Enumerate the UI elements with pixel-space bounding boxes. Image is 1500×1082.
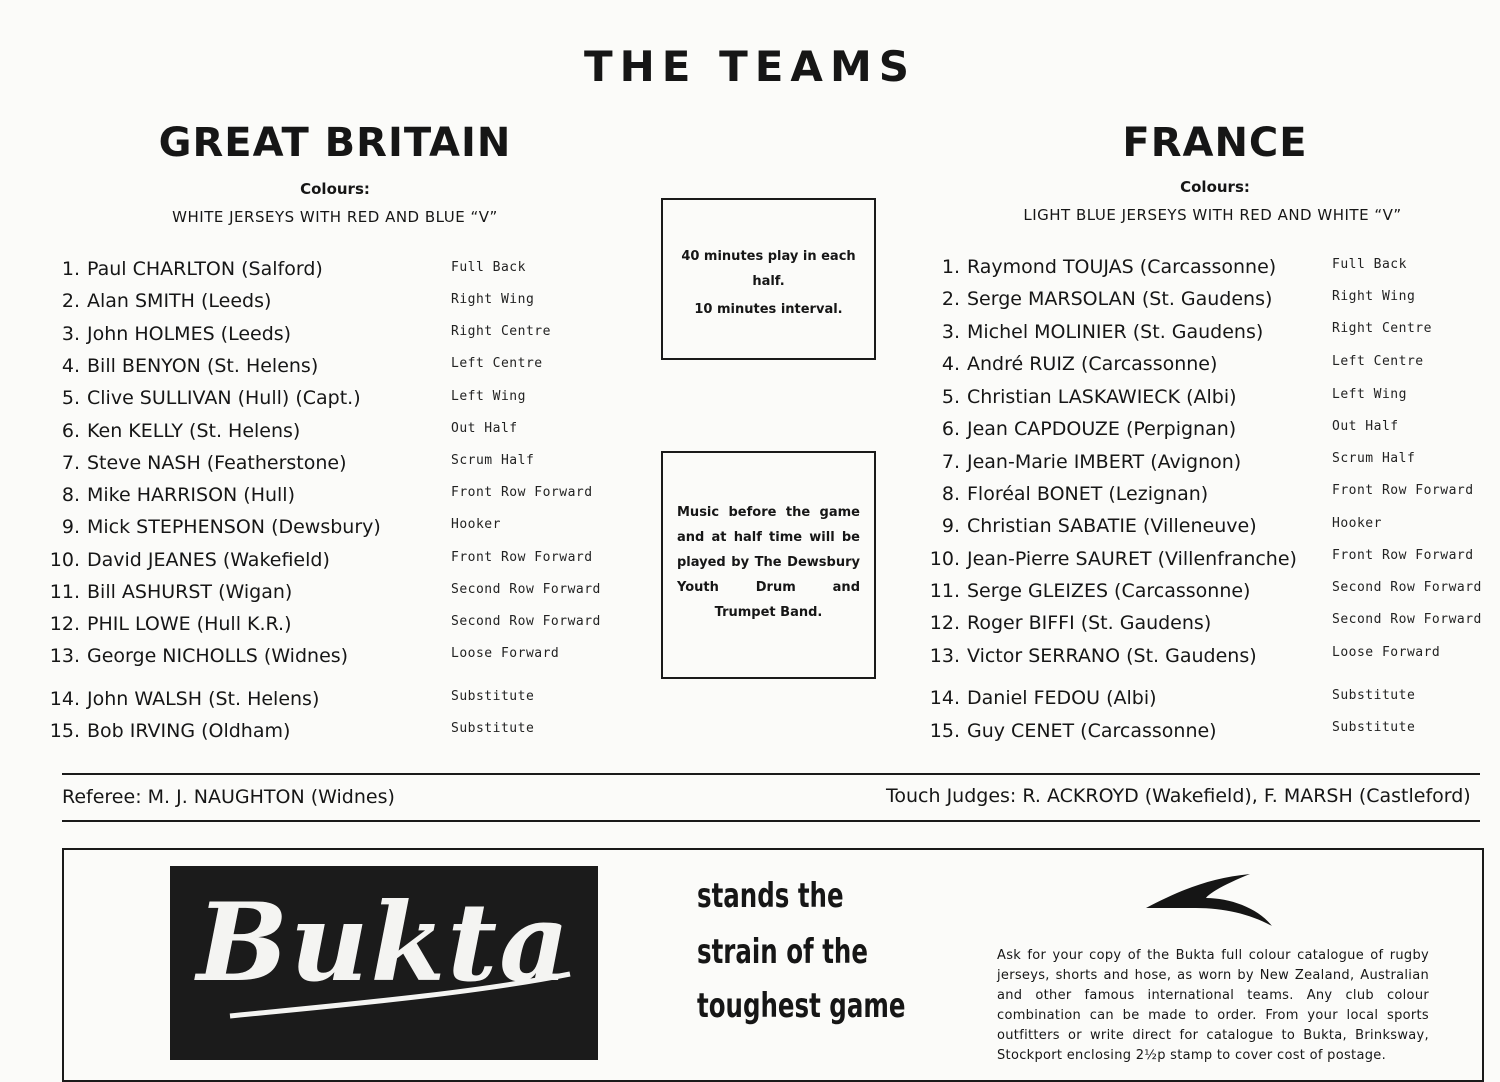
gb-player-row <box>40 484 295 506</box>
player-position: Loose Forward <box>1332 645 1441 660</box>
player-position: Right Centre <box>1332 321 1432 336</box>
player-name: Paul CHARLTON (Salford) <box>87 258 323 280</box>
music-info-box <box>661 451 876 679</box>
gb-player-row <box>40 516 381 538</box>
france-player-row <box>920 515 1257 537</box>
gb-player-row <box>40 645 348 667</box>
match-timing-box <box>661 198 876 360</box>
player-number: 7. <box>941 451 960 473</box>
player-name: David JEANES (Wakefield) <box>87 549 330 571</box>
match-timing-line-2: 10 minutes interval. <box>694 302 843 317</box>
gb-player-row <box>40 323 291 345</box>
player-number: 2. <box>941 288 960 310</box>
match-timing-line-1: 40 minutes play in each half. <box>681 249 856 289</box>
player-number: 9. <box>941 515 960 537</box>
player-number: 10. <box>929 548 960 570</box>
player-name: Mike HARRISON (Hull) <box>87 484 295 506</box>
touch-judges: Touch Judges: R. ACKROYD (Wakefield), F. MARSH (Castleford) <box>886 785 1471 807</box>
player-number: 8. <box>941 483 960 505</box>
player-name: George NICHOLLS (Widnes) <box>87 645 349 667</box>
player-name: Michel MOLINIER (St. Gaudens) <box>967 321 1264 343</box>
player-name: Jean-Pierre SAURET (Villenfranche) <box>967 548 1297 570</box>
player-position: Front Row Forward <box>451 485 593 500</box>
player-number: 9. <box>61 516 80 538</box>
france-player-row <box>920 386 1237 408</box>
gb-player-row <box>40 613 291 635</box>
divider-top <box>62 773 1480 775</box>
player-name: Jean-Marie IMBERT (Avignon) <box>967 451 1242 473</box>
player-position: Scrum Half <box>1332 451 1416 466</box>
player-name: Christian LASKAWIECK (Albi) <box>967 386 1237 408</box>
player-position: Left Wing <box>1332 387 1407 402</box>
player-position: Right Wing <box>1332 289 1416 304</box>
player-number: 7. <box>61 452 80 474</box>
page-title: THE TEAMS <box>583 42 916 91</box>
france-player-row <box>920 256 1276 278</box>
player-position: Substitute <box>1332 688 1416 703</box>
france-team-name: FRANCE <box>1122 120 1308 166</box>
player-position: Scrum Half <box>451 453 535 468</box>
player-position: Front Row Forward <box>451 550 593 565</box>
player-position: Full Back <box>451 260 526 275</box>
player-name: John HOLMES (Leeds) <box>87 323 292 345</box>
player-position: Left Centre <box>451 356 543 371</box>
france-player-row <box>920 418 1236 440</box>
player-position: Substitute <box>1332 720 1416 735</box>
france-player-row <box>920 580 1250 602</box>
player-position: Second Row Forward <box>451 582 601 597</box>
player-number: 12. <box>929 612 960 634</box>
player-number: 6. <box>61 420 80 442</box>
gb-player-row <box>40 720 290 742</box>
player-position: Out Half <box>1332 419 1399 434</box>
bukta-logo-text: Bukta <box>196 880 572 1006</box>
player-name: Raymond TOUJAS (Carcassonne) <box>967 256 1277 278</box>
player-position: Right Wing <box>451 292 535 307</box>
player-number: 5. <box>61 387 80 409</box>
player-number: 14. <box>929 687 960 709</box>
player-position: Substitute <box>451 689 535 704</box>
player-position: Out Half <box>451 421 518 436</box>
player-number: 1. <box>61 258 80 280</box>
gb-colours-label: Colours: <box>300 180 370 198</box>
player-number: 13. <box>929 645 960 667</box>
france-player-row <box>920 483 1208 505</box>
player-name: Roger BIFFI (St. Gaudens) <box>967 612 1212 634</box>
player-number: 4. <box>61 355 80 377</box>
player-name: Ken KELLY (St. Helens) <box>87 420 301 442</box>
france-player-row <box>920 612 1211 634</box>
player-number: 13. <box>49 645 80 667</box>
player-name: Bob IRVING (Oldham) <box>87 720 291 742</box>
gb-player-row <box>40 452 347 474</box>
player-number: 15. <box>929 720 960 742</box>
france-player-row <box>920 321 1263 343</box>
france-colours-label: Colours: <box>1180 178 1250 196</box>
player-name: Jean CAPDOUZE (Perpignan) <box>967 418 1237 440</box>
gb-colours: WHITE JERSEYS WITH RED AND BLUE “V” <box>172 208 498 226</box>
player-number: 4. <box>941 353 960 375</box>
divider-bottom <box>62 820 1480 822</box>
player-position: Front Row Forward <box>1332 483 1474 498</box>
player-name: PHIL LOWE (Hull K.R.) <box>87 613 292 635</box>
france-player-row <box>920 451 1241 473</box>
gb-team-name: GREAT BRITAIN <box>158 120 512 166</box>
gb-player-row <box>40 258 323 280</box>
player-name: Steve NASH (Featherstone) <box>87 452 347 474</box>
player-number: 12. <box>49 613 80 635</box>
france-player-row <box>920 720 1217 742</box>
player-position: Loose Forward <box>451 646 560 661</box>
player-position: Second Row Forward <box>451 614 601 629</box>
france-player-row <box>920 288 1272 310</box>
gb-player-row <box>40 549 330 571</box>
player-name: Floréal BONET (Lezignan) <box>967 483 1209 505</box>
bukta-logo <box>170 866 598 1060</box>
france-player-row <box>920 645 1257 667</box>
player-name: Mick STEPHENSON (Dewsbury) <box>87 516 381 538</box>
bird-logo-icon <box>1140 868 1280 930</box>
player-position: Second Row Forward <box>1332 612 1482 627</box>
player-number: 8. <box>61 484 80 506</box>
player-number: 6. <box>941 418 960 440</box>
player-position: Left Centre <box>1332 354 1424 369</box>
player-position: Substitute <box>451 721 535 736</box>
gb-player-row <box>40 355 318 377</box>
slogan-line-3: toughest game <box>697 986 906 1026</box>
player-position: Hooker <box>1332 516 1382 531</box>
referee: Referee: M. J. NAUGHTON (Widnes) <box>62 786 395 808</box>
player-name: John WALSH (St. Helens) <box>87 688 320 710</box>
player-name: Serge MARSOLAN (St. Gaudens) <box>967 288 1273 310</box>
player-position: Front Row Forward <box>1332 548 1474 563</box>
player-number: 14. <box>49 688 80 710</box>
player-number: 1. <box>941 256 960 278</box>
music-info-text: Music before the game and at half time will be played by The Dewsbury Youth Drum and Trumpet Band. <box>677 505 860 620</box>
gb-player-row <box>40 420 300 442</box>
player-number: 11. <box>929 580 960 602</box>
france-player-row <box>920 548 1297 570</box>
france-colours: LIGHT BLUE JERSEYS WITH RED AND WHITE “V” <box>1023 206 1402 224</box>
player-number: 3. <box>61 323 80 345</box>
player-position: Left Wing <box>451 389 526 404</box>
player-name: Guy CENET (Carcassonne) <box>967 720 1217 742</box>
player-number: 11. <box>49 581 80 603</box>
player-number: 15. <box>49 720 80 742</box>
gb-player-row <box>40 387 361 409</box>
player-number: 2. <box>61 290 80 312</box>
player-name: Serge GLEIZES (Carcassonne) <box>967 580 1251 602</box>
player-number: 3. <box>941 321 960 343</box>
player-name: Victor SERRANO (St. Gaudens) <box>967 645 1257 667</box>
gb-player-row <box>40 581 292 603</box>
player-name: Daniel FEDOU (Albi) <box>967 687 1157 709</box>
logo-swash <box>170 866 598 1060</box>
player-number: 10. <box>49 549 80 571</box>
player-name: André RUIZ (Carcassonne) <box>967 353 1218 375</box>
player-name: Alan SMITH (Leeds) <box>87 290 272 312</box>
player-position: Right Centre <box>451 324 551 339</box>
france-player-row <box>920 353 1217 375</box>
gb-player-row <box>40 290 271 312</box>
player-name: Christian SABATIE (Villeneuve) <box>967 515 1257 537</box>
advert-body: Ask for your copy of the Bukta full colour catalogue of rugby jerseys, shorts and hose, as worn by New Zealand, Australian and other famous international teams. Any club colour combination can be made to order. From your local sports outfitters or write direct for catalogue to Bukta, Brinksway, Stockport enclosing 2½p stamp to cover cost of postage. <box>997 948 1429 1063</box>
slogan-line-1: stands the <box>697 876 844 916</box>
player-name: Clive SULLIVAN (Hull) (Capt.) <box>87 387 361 409</box>
player-position: Second Row Forward <box>1332 580 1482 595</box>
player-position: Hooker <box>451 517 501 532</box>
player-position: Full Back <box>1332 257 1407 272</box>
player-name: Bill BENYON (St. Helens) <box>87 355 319 377</box>
slogan-line-2: strain of the <box>697 932 868 972</box>
player-number: 5. <box>941 386 960 408</box>
gb-player-row <box>40 688 319 710</box>
france-player-row <box>920 687 1157 709</box>
player-name: Bill ASHURST (Wigan) <box>87 581 293 603</box>
